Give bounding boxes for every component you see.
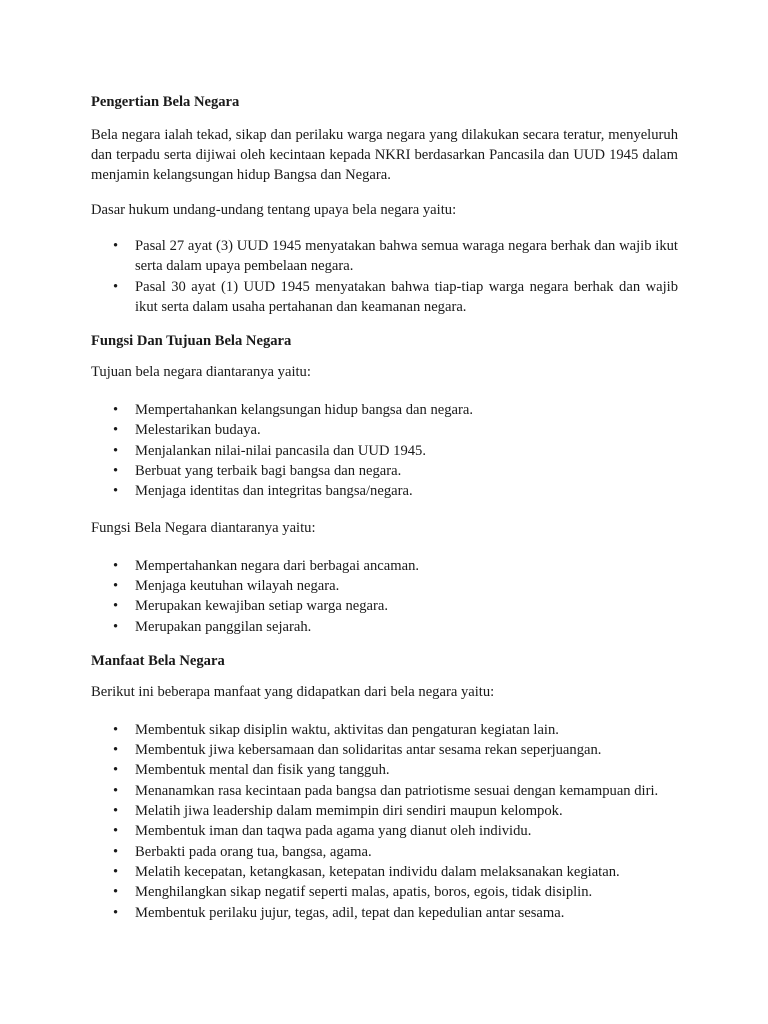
bullet-icon: • xyxy=(113,483,119,500)
bullet-icon: • xyxy=(113,577,119,594)
paragraph-pengertian: Bela negara ialah tekad, sikap dan perilaku warga negara yang dilakukan secara teratur, menyeluruh dan terpadu serta dijiwai oleh kecintaan kepada NKRI berdasarkan Pancasila dan UUD 1945 dalam menjamin kelangsungan hidup Bangsa dan Negara. xyxy=(91,127,678,183)
bullet-icon: • xyxy=(113,843,119,860)
list-item: • Menjalankan nilai-nilai pancasila dan UUD 1945. xyxy=(91,441,678,461)
bullet-icon: • xyxy=(113,884,119,901)
list-item: • Berbakti pada orang tua, bangsa, agama. xyxy=(91,842,678,862)
list-item: • Menghilangkan sikap negatif seperti malas, apatis, boros, egois, tidak disiplin. xyxy=(91,882,678,902)
bullet-icon: • xyxy=(113,823,119,840)
list-item: • Merupakan kewajiban setiap warga negara. xyxy=(91,596,678,616)
intro-manfaat: Berikut ini beberapa manfaat yang didapatkan dari bela negara yaitu: xyxy=(91,683,495,700)
heading-fungsi-tujuan: Fungsi Dan Tujuan Bela Negara xyxy=(91,333,292,350)
list-item: • Menanamkan rasa kecintaan pada bangsa dan patriotisme sesuai dengan kemampuan diri. xyxy=(91,781,678,801)
list-item: • Melatih kecepatan, ketangkasan, ketepatan individu dalam melaksanakan kegiatan. xyxy=(91,862,678,882)
list-item: • Melestarikan budaya. xyxy=(91,420,678,440)
intro-tujuan: Tujuan bela negara diantaranya yaitu: xyxy=(91,364,311,381)
list-item: • Berbuat yang terbaik bagi bangsa dan negara. xyxy=(91,461,678,481)
bullet-icon: • xyxy=(113,904,119,921)
bullet-icon: • xyxy=(113,278,119,295)
list-item: • Merupakan panggilan sejarah. xyxy=(91,617,678,637)
intro-fungsi: Fungsi Bela Negara diantaranya yaitu: xyxy=(91,519,316,536)
list-dasar-hukum xyxy=(91,236,678,317)
list-item: • Menjaga identitas dan integritas bangsa/negara. xyxy=(91,481,678,501)
bullet-icon: • xyxy=(113,721,119,738)
list-item: • Membentuk sikap disiplin waktu, aktivitas dan pengaturan kegiatan lain. xyxy=(91,720,678,740)
bullet-icon: • xyxy=(113,463,119,480)
list-tujuan xyxy=(91,400,678,501)
list-item: • Membentuk jiwa kebersamaan dan solidaritas antar sesama rekan seperjuangan. xyxy=(91,740,678,760)
list-item: • Menjaga keutuhan wilayah negara. xyxy=(91,576,678,596)
heading-pengertian: Pengertian Bela Negara xyxy=(91,94,240,110)
list-item: • Membentuk iman dan taqwa pada agama yang dianut oleh individu. xyxy=(91,821,678,841)
bullet-icon: • xyxy=(113,422,119,439)
list-fungsi xyxy=(91,556,678,637)
bullet-icon: • xyxy=(113,803,119,820)
list-item: • Melatih jiwa leadership dalam memimpin diri sendiri maupun kelompok. xyxy=(91,801,678,821)
bullet-icon: • xyxy=(113,782,119,799)
bullet-icon: • xyxy=(113,863,119,880)
bullet-icon: • xyxy=(113,238,119,254)
bullet-icon: • xyxy=(113,442,119,459)
list-item: • Pasal 27 ayat (3) UUD 1945 menyatakan bahwa semua waraga negara berhak dan wajib ikut serta dalam upaya pembelaan negara. xyxy=(113,238,678,275)
list-manfaat xyxy=(91,720,678,923)
bullet-icon: • xyxy=(113,557,119,574)
bullet-icon: • xyxy=(113,598,119,615)
intro-dasar-hukum: Dasar hukum undang-undang tentang upaya bela negara yaitu: xyxy=(91,202,457,218)
list-item: • Membentuk perilaku jujur, tegas, adil, tepat dan kepedulian antar sesama. xyxy=(91,903,678,923)
list-item: • Membentuk mental dan fisik yang tangguh. xyxy=(91,760,678,780)
heading-manfaat: Manfaat Bela Negara xyxy=(91,652,225,669)
list-item: • Pasal 30 ayat (1) UUD 1945 menyatakan bahwa tiap-tiap warga negara berhak dan wajib ikut serta dalam usaha pertahanan dan keamanan negara. xyxy=(113,278,678,315)
list-item: • Mempertahankan negara dari berbagai ancaman. xyxy=(91,556,678,576)
document-page xyxy=(91,92,678,923)
list-item: • Mempertahankan kelangsungan hidup bangsa dan negara. xyxy=(91,400,678,420)
bullet-icon: • xyxy=(113,402,119,419)
bullet-icon: • xyxy=(113,742,119,759)
bullet-icon: • xyxy=(113,762,119,779)
bullet-icon: • xyxy=(113,618,119,635)
